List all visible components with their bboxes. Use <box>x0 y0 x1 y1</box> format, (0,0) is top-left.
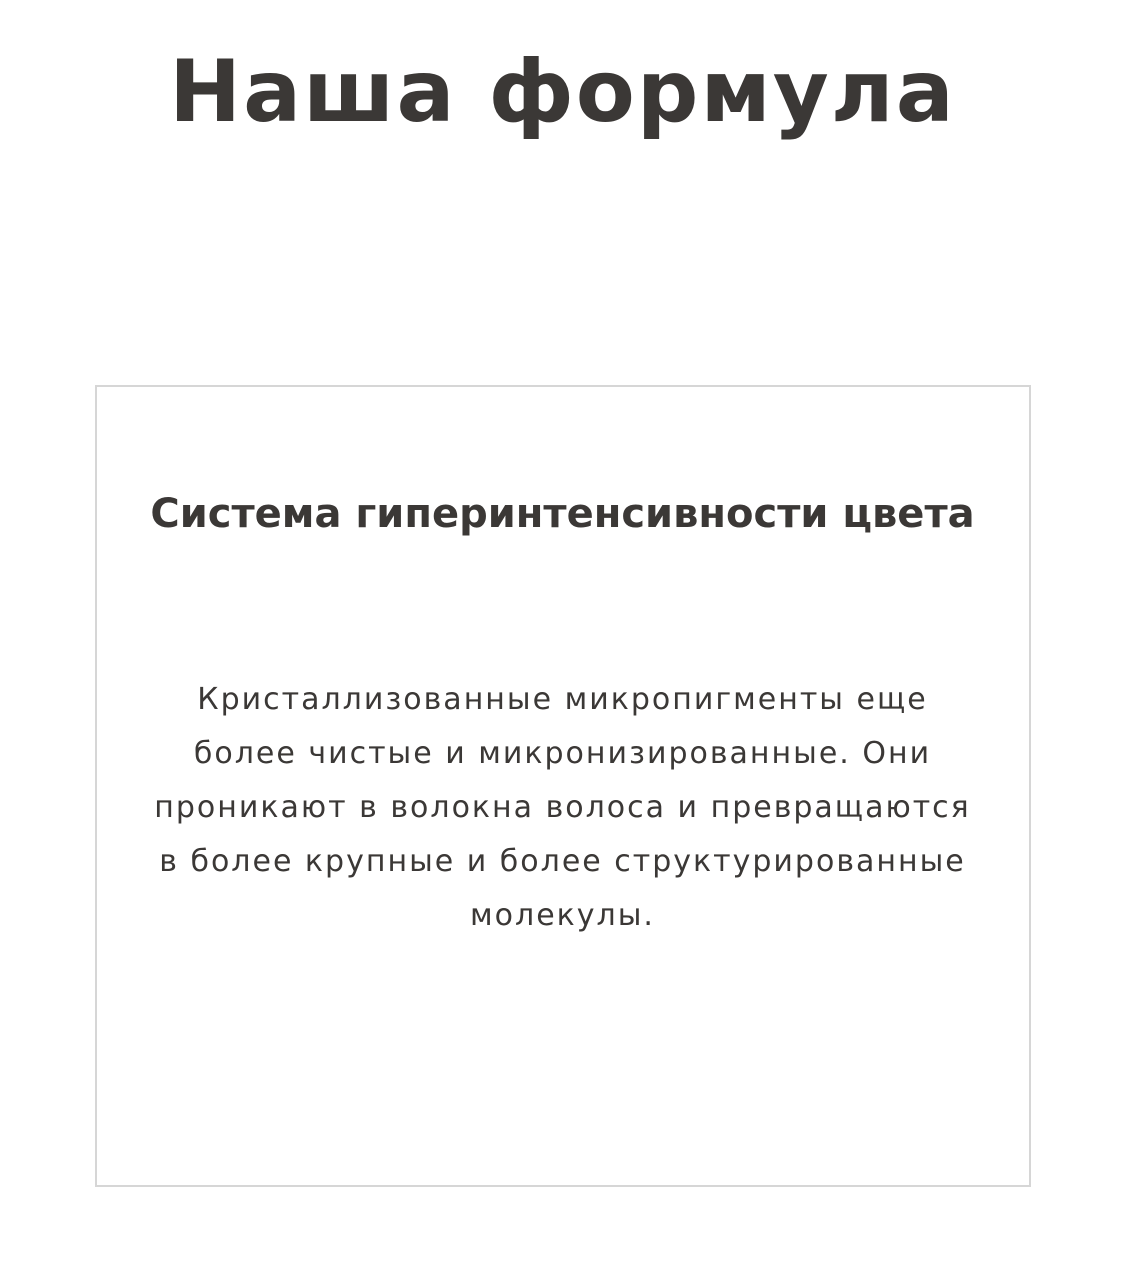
feature-card-description: Кристаллизованные микропигменты еще более чистые и микронизированные. Они проникают в волокна волоса и превращаются в более крупные и более структурированные молекулы. <box>154 682 971 933</box>
page-title: Наша формула <box>169 42 956 142</box>
feature-card-title: Система гиперинтенсивности цвета <box>150 491 975 537</box>
